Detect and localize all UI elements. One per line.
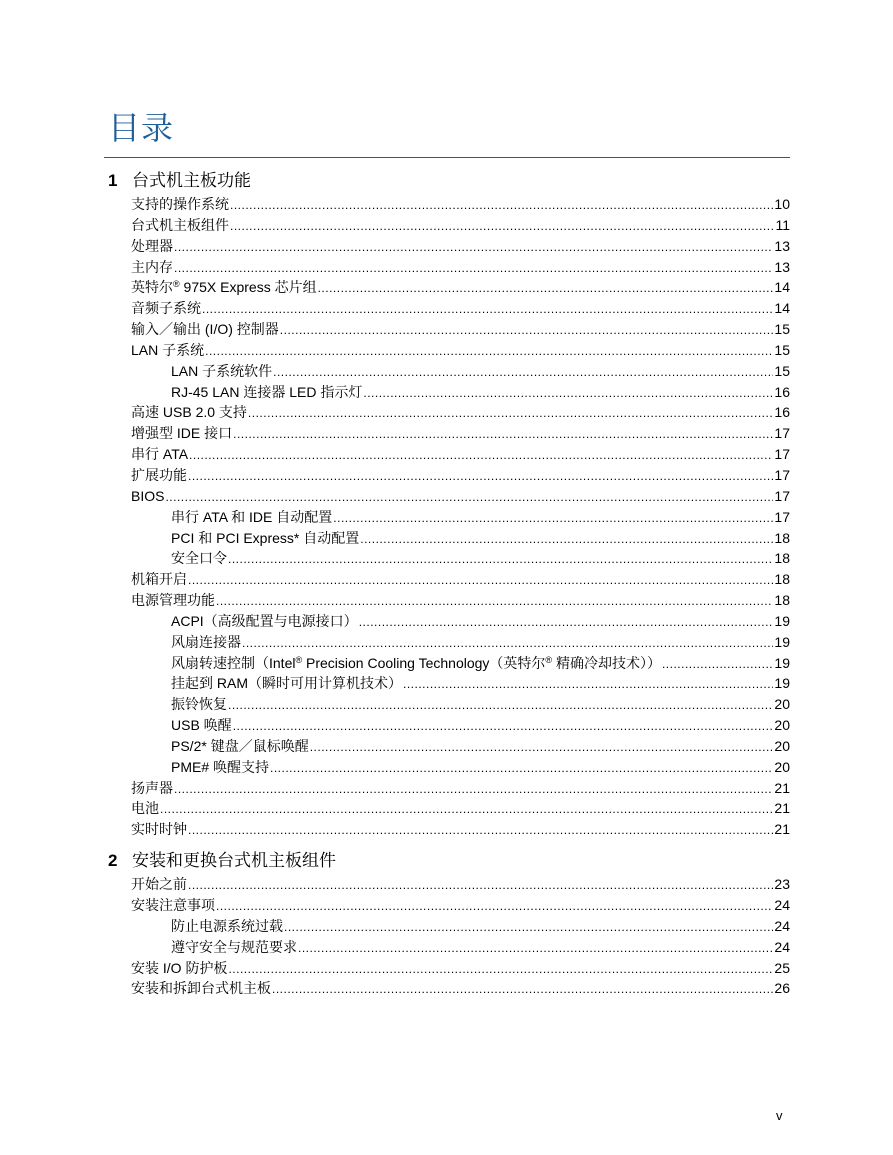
toc-entry-label <box>131 895 215 916</box>
toc-entry-text: 机箱开启 <box>131 571 187 588</box>
dot-leader <box>298 937 773 959</box>
toc-entry-label <box>171 937 297 958</box>
dot-leader <box>188 569 773 591</box>
toc-entry-text: 台式机主板组件 <box>131 216 229 233</box>
toc-entry-page: 17 <box>774 466 790 483</box>
toc-chapter <box>108 168 790 840</box>
toc-entry-text: 主内存 <box>131 258 173 275</box>
toc-entry-label <box>131 444 188 465</box>
toc-entry-page: 15 <box>774 321 790 338</box>
toc-entry-label <box>131 819 187 840</box>
toc-entry-label <box>171 673 402 694</box>
toc-entry-text: 支持的操作系统 <box>131 196 229 212</box>
toc-entry-text: 增强型 IDE 接口 <box>131 425 233 442</box>
toc-entry-label <box>131 590 215 611</box>
toc-entry-text: 振铃恢复 <box>171 696 227 713</box>
dot-leader <box>359 611 774 633</box>
toc-entry-label <box>131 486 164 507</box>
toc-entry-text: RJ-45 LAN 连接器 LED 指示灯 <box>171 383 363 400</box>
toc-chapter <box>108 848 790 999</box>
toc-entry-text: 遵守安全与规范要求 <box>171 938 297 955</box>
toc-entry-label <box>171 736 309 757</box>
toc-entry-text: 电池 <box>131 800 159 817</box>
toc-entry-label <box>171 653 661 674</box>
toc-entry-text: 处理器 <box>131 237 173 254</box>
chapter-number: 1 <box>108 171 118 190</box>
toc-entry[interactable] <box>108 611 790 632</box>
dot-leader <box>165 486 773 508</box>
toc-entry-page: 11 <box>775 216 790 233</box>
toc-entry-text: USB 唤醒 <box>171 717 232 734</box>
dot-leader <box>216 590 773 612</box>
dot-leader <box>403 673 773 695</box>
dot-leader <box>333 507 773 529</box>
toc-entry-page: 19 <box>774 654 790 671</box>
toc-entry-label <box>131 277 317 298</box>
toc-entry[interactable] <box>108 736 790 757</box>
toc-entry-page: 20 <box>774 717 790 734</box>
toc-entry[interactable] <box>108 277 790 298</box>
toc-entry-label <box>131 215 229 236</box>
toc-entry[interactable] <box>108 937 790 958</box>
toc-entry-page: 17 <box>774 508 790 525</box>
toc-entry-text: 电源管理功能 <box>131 592 215 609</box>
dot-leader <box>188 819 773 841</box>
toc-entry-page: 21 <box>774 800 790 817</box>
toc-entry-text: 安装 I/O 防护板 <box>131 959 228 976</box>
toc-entry-label <box>131 319 279 340</box>
toc-entry-label <box>171 507 332 528</box>
toc-entry-text: 安全口令 <box>171 550 227 567</box>
dot-leader <box>272 978 773 1000</box>
dot-leader <box>284 916 773 938</box>
toc-entry[interactable] <box>108 798 790 819</box>
toc-entry-text: LAN 子系统软件 <box>171 362 273 379</box>
toc-entry[interactable] <box>108 215 790 236</box>
toc-entry-text: LAN 子系统 <box>131 341 205 358</box>
dot-leader <box>174 778 773 800</box>
toc-entry-page: 19 <box>774 612 790 629</box>
toc-entry-label <box>131 798 159 819</box>
toc-entry-text: 精确冷却技术）） <box>552 654 661 671</box>
toc-entry-text: 开始之前 <box>131 876 187 893</box>
toc-entry[interactable] <box>108 528 790 549</box>
toc-entry-page: 21 <box>774 821 790 838</box>
toc-entry[interactable] <box>108 340 790 361</box>
toc-entry-page: 18 <box>774 571 790 588</box>
toc-entry-label <box>131 958 227 979</box>
toc-entry[interactable] <box>108 916 790 937</box>
toc-entry[interactable] <box>108 590 790 611</box>
toc-entry-label <box>131 257 173 278</box>
toc-entry-text: 风扇转速控制（Intel <box>171 654 296 671</box>
toc-entry[interactable] <box>108 507 790 528</box>
toc-entry-label <box>171 632 241 653</box>
toc-entry-page: 21 <box>774 779 790 796</box>
toc-entry-text: 防止电源系统过载 <box>171 917 283 934</box>
page-title: 目录 <box>108 109 175 147</box>
toc-entry-page: 18 <box>774 529 790 546</box>
dot-leader <box>318 277 774 299</box>
toc-entry-label <box>171 757 269 778</box>
toc-entry-label <box>171 528 359 549</box>
dot-leader <box>216 895 773 917</box>
toc-entry-page: 17 <box>774 425 790 442</box>
toc-entry-text: 975X Express 芯片组 <box>179 279 317 296</box>
toc-entry-label <box>131 298 201 319</box>
toc-entry[interactable] <box>108 257 790 278</box>
dot-leader <box>233 423 773 445</box>
toc-entry-label <box>131 569 187 590</box>
toc-entry-text: ACPI（高级配置与电源接口） <box>171 612 358 629</box>
toc-entry[interactable] <box>108 694 790 715</box>
dot-leader <box>310 736 774 758</box>
toc-entry-page: 24 <box>774 897 790 913</box>
registered-mark: ® <box>545 654 553 665</box>
toc-entry[interactable] <box>108 874 790 895</box>
toc-entry-text: PS/2* 键盘／鼠标唤醒 <box>171 737 309 754</box>
toc-entry-page: 15 <box>774 362 790 379</box>
dot-leader <box>233 715 774 737</box>
registered-mark: ® <box>173 279 180 290</box>
dot-leader <box>228 958 773 980</box>
toc-entry[interactable] <box>108 382 790 403</box>
toc-entry-text: 安装注意事项 <box>131 897 215 913</box>
toc-entry-text: PME# 唤醒支持 <box>171 758 270 775</box>
dot-leader <box>228 548 773 570</box>
toc-entry-text: Precision Cooling Technology（英特尔 <box>302 654 546 671</box>
toc-entry-page: 20 <box>774 737 790 754</box>
toc-entry-page: 16 <box>774 383 790 400</box>
toc-entry-page: 18 <box>774 592 790 609</box>
toc-entry-text: 英特尔 <box>131 279 173 296</box>
title-divider <box>104 157 790 158</box>
toc-entry[interactable] <box>108 757 790 778</box>
chapter-title: 台式机主板功能 <box>132 171 251 191</box>
toc-entry[interactable] <box>108 569 790 590</box>
dot-leader <box>242 632 773 654</box>
toc-entry[interactable] <box>108 486 790 507</box>
toc-chapter-heading[interactable] <box>108 848 790 874</box>
toc-entry-text: 高速 USB 2.0 支持 <box>131 404 247 421</box>
toc-entry-text: BIOS <box>131 487 165 504</box>
toc-entry-label <box>171 916 283 937</box>
toc-entry-page: 16 <box>774 404 790 421</box>
toc-entry[interactable] <box>108 402 790 423</box>
dot-leader <box>188 874 773 896</box>
toc-entry-text: 实时时钟 <box>131 821 187 838</box>
toc-entry-label <box>171 361 272 382</box>
toc-entry[interactable] <box>108 673 790 694</box>
toc-entry[interactable] <box>108 423 790 444</box>
dot-leader <box>360 528 773 550</box>
toc-entry-page: 13 <box>774 237 790 254</box>
dot-leader <box>280 319 774 341</box>
toc-entry[interactable] <box>108 298 790 319</box>
dot-leader <box>270 757 773 779</box>
toc-entry[interactable] <box>108 819 790 840</box>
toc-entry[interactable] <box>108 632 790 653</box>
dot-leader <box>228 694 773 716</box>
dot-leader <box>188 465 773 487</box>
registered-mark: ® <box>295 654 303 665</box>
toc-entry-page: 14 <box>774 300 790 317</box>
toc-entry-label <box>171 715 232 736</box>
toc-entry-label <box>131 402 247 423</box>
toc-entry-text: 输入／输出 (I/O) 控制器 <box>131 321 279 338</box>
toc-entry-page: 17 <box>774 487 790 504</box>
dot-leader <box>160 798 773 820</box>
dot-leader <box>662 653 773 675</box>
dot-leader <box>273 361 773 383</box>
toc-entry-page: 19 <box>774 675 790 692</box>
toc-entry-page: 24 <box>774 938 790 955</box>
toc-entry-label <box>131 340 204 361</box>
dot-leader <box>248 402 774 424</box>
toc-entry-page: 19 <box>774 633 790 650</box>
toc-entry-page: 18 <box>774 550 790 567</box>
toc-entry-label <box>171 548 227 569</box>
toc-entry[interactable] <box>108 361 790 382</box>
toc-entry-text: 串行 ATA 和 IDE 自动配置 <box>171 508 333 525</box>
toc-entry-label <box>131 978 271 999</box>
toc-entry-page: 10 <box>774 196 790 212</box>
toc-entry-label <box>131 423 232 444</box>
toc-entry-text: 安装和拆卸台式机主板 <box>131 980 271 997</box>
chapter-title: 安装和更换台式机主板组件 <box>132 851 336 872</box>
dot-leader <box>202 298 773 320</box>
toc-entry-label <box>131 874 187 895</box>
dot-leader <box>174 236 773 258</box>
table-of-contents <box>108 168 790 999</box>
chapter-number: 2 <box>108 851 118 871</box>
dot-leader <box>363 382 773 404</box>
toc-entry-label <box>171 382 362 403</box>
toc-entry[interactable] <box>108 958 790 979</box>
toc-entry-label <box>131 236 173 257</box>
toc-entry[interactable] <box>108 194 790 215</box>
toc-entry[interactable] <box>108 978 790 999</box>
toc-entry[interactable] <box>108 548 790 569</box>
toc-entry-label <box>171 611 358 632</box>
toc-entry[interactable] <box>108 715 790 736</box>
toc-entry-text: 挂起到 RAM（瞬时可用计算机技术） <box>171 675 402 692</box>
toc-entry-page: 26 <box>774 980 790 997</box>
dot-leader <box>189 444 773 466</box>
toc-entry[interactable] <box>108 895 790 916</box>
toc-entry-label <box>131 465 187 486</box>
toc-entry-text: PCI 和 PCI Express* 自动配置 <box>171 529 360 546</box>
page-number: v <box>776 1108 783 1123</box>
toc-entry-text: 扬声器 <box>131 779 173 796</box>
toc-entry-text: 扩展功能 <box>131 466 187 483</box>
toc-chapter-heading[interactable] <box>108 168 790 194</box>
dot-leader <box>205 340 773 362</box>
toc-entry[interactable] <box>108 444 790 465</box>
toc-entry-page: 20 <box>774 696 790 713</box>
toc-entry-page: 14 <box>774 279 790 296</box>
toc-entry[interactable] <box>108 236 790 257</box>
toc-entry[interactable] <box>108 465 790 486</box>
toc-entry-text: 音频子系统 <box>131 300 201 317</box>
toc-entry-page: 15 <box>774 341 790 358</box>
toc-entry-label <box>131 194 229 215</box>
dot-leader <box>230 215 774 237</box>
toc-entry-text: 风扇连接器 <box>171 633 241 650</box>
toc-entry-label <box>171 694 227 715</box>
toc-entry[interactable] <box>108 319 790 340</box>
toc-entry-page: 23 <box>774 876 790 893</box>
dot-leader <box>230 194 773 216</box>
toc-entry-page: 25 <box>774 959 790 976</box>
toc-entry-page: 24 <box>774 917 790 934</box>
toc-entry-page: 20 <box>774 758 790 775</box>
toc-entry-text: 串行 ATA <box>131 446 189 463</box>
toc-entry-label <box>131 778 173 799</box>
toc-entry[interactable] <box>108 778 790 799</box>
toc-entry[interactable] <box>108 653 790 674</box>
dot-leader <box>174 257 773 279</box>
toc-entry-page: 13 <box>774 258 790 275</box>
toc-entry-page: 17 <box>774 446 790 463</box>
